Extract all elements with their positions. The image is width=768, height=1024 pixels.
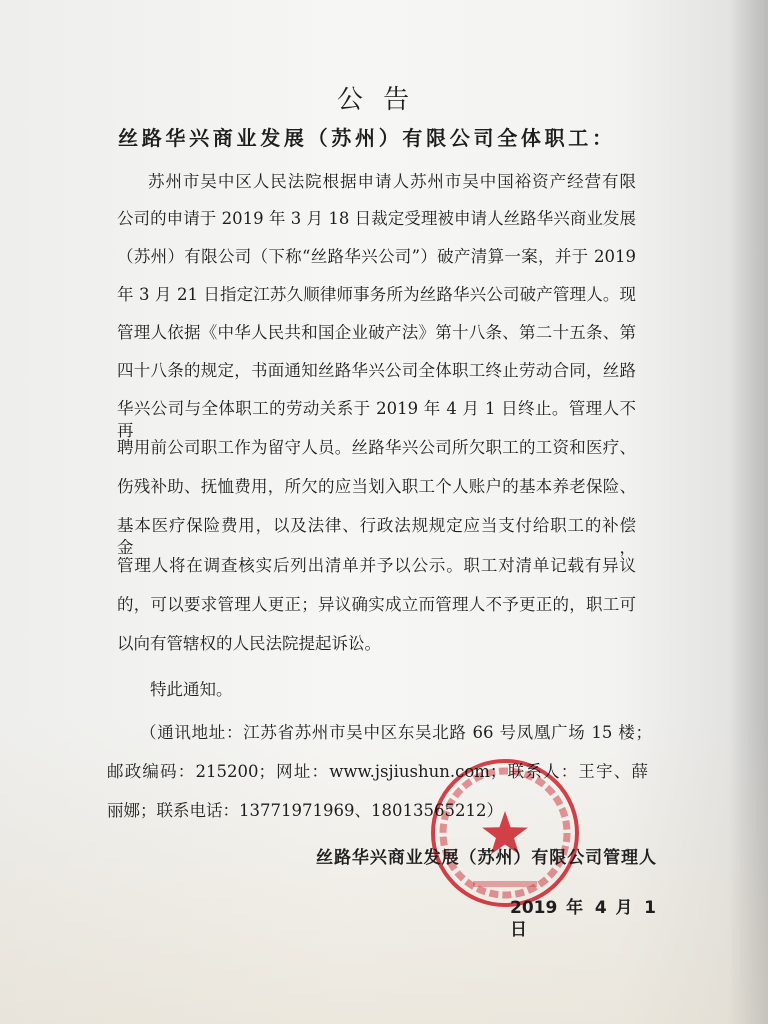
closing-line: 特此通知。 [150, 680, 233, 699]
notice-date: 2019 年 4 月 1 日 [510, 898, 656, 940]
body-line: 以向有管辖权的人民法院提起诉讼。 [117, 634, 381, 653]
body-line: （苏州）有限公司（下称“丝路华兴公司”）破产清算一案，并于 2019 [117, 247, 636, 266]
contact-line: 邮政编码：215200；网址：www.jsjiushun.com；联系人：王宇、薛 [107, 762, 648, 781]
contact-line: 丽娜；联系电话：13771971969、18013565212） [107, 801, 503, 820]
official-seal [425, 753, 585, 913]
notice-title: 公 告 [336, 85, 416, 115]
body-line: 公司的申请于 2019 年 3 月 18 日裁定受理被申请人丝路华兴商业发展 [117, 209, 636, 228]
paper-edge-shadow [728, 0, 768, 1024]
contact-line: （通讯地址：江苏省苏州市吴中区东吴北路 66 号凤凰广场 15 楼； [140, 723, 652, 742]
body-line: 管理人依据《中华人民共和国企业破产法》第十八条、第二十五条、第 [117, 323, 636, 342]
body-line: 年 3 月 21 日指定江苏久顺律师事务所为丝路华兴公司破产管理人。现 [117, 285, 636, 304]
addressee-heading: 丝路华兴商业发展（苏州）有限公司全体职工： [118, 126, 612, 150]
body-line: 苏州市吴中区人民法院根据申请人苏州市吴中国裕资产经营有限 [148, 172, 636, 191]
body-line: 聘用前公司职工作为留守人员。丝路华兴公司所欠职工的工资和医疗、 [117, 438, 636, 457]
body-line: 基本医疗保险费用，以及法律、行政法规规定应当支付给职工的补偿金， [117, 516, 636, 557]
signatory: 丝路华兴商业发展（苏州）有限公司管理人 [316, 848, 656, 868]
body-line: 华兴公司与全体职工的劳动关系于 2019 年 4 月 1 日终止。管理人不再 [117, 399, 636, 440]
body-line: 的，可以要求管理人更正；异议确实成立而管理人不予更正的，职工可 [117, 595, 636, 614]
body-line: 四十八条的规定，书面通知丝路华兴公司全体职工终止劳动合同，丝路 [117, 361, 636, 380]
body-line: 伤残补助、抚恤费用，所欠的应当划入职工个人账户的基本养老保险、 [117, 477, 636, 496]
body-line: 管理人将在调查核实后列出清单并予以公示。职工对清单记载有异议 [117, 556, 636, 575]
